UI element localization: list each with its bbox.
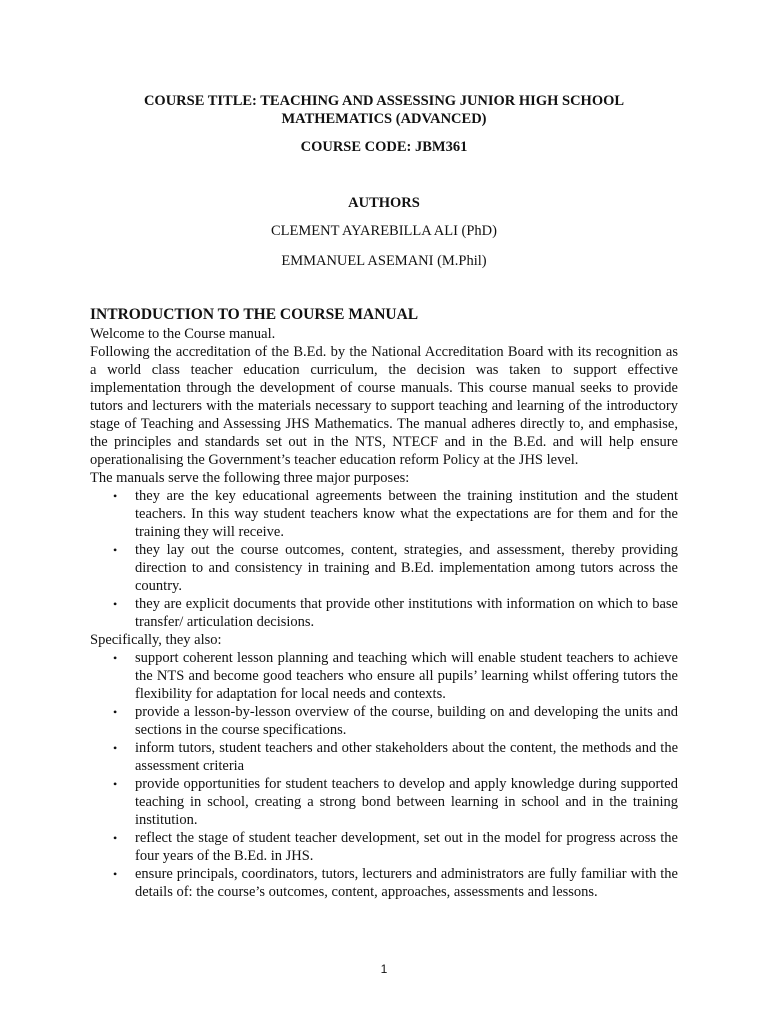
bullet-icon: • — [113, 597, 118, 611]
bullet-icon: • — [113, 741, 118, 755]
list-item: • they lay out the course outcomes, content, strategies, and assessment, thereby providing direction to and consistency in training and B.Ed. implementation among tutors across the country. — [113, 542, 678, 594]
course-code: COURSE CODE: JBM361 — [300, 139, 468, 155]
bullet-icon: • — [113, 867, 118, 881]
list-item: • reflect the stage of student teacher development, set out in the model for progress across the four years of the B.Ed. in JHS. — [113, 830, 678, 864]
also-intro: Specifically, they also: — [90, 632, 222, 648]
purposes-list — [90, 487, 678, 631]
welcome-text: Welcome to the Course manual. — [90, 326, 276, 342]
purposes-intro: The manuals serve the following three major purposes: — [90, 470, 410, 486]
bullet-icon: • — [113, 651, 118, 665]
also-list — [90, 649, 678, 901]
bullet-icon: • — [113, 831, 118, 845]
list-item: • provide opportunities for student teachers to develop and apply knowledge during supported teaching in school, creating a strong bond between learning in school and in the training institution. — [113, 776, 678, 828]
page-number: 1 — [380, 962, 388, 976]
course-title-line2: MATHEMATICS (ADVANCED) — [281, 111, 487, 127]
list-item: • they are explicit documents that provide other institutions with information on which to base transfer/ articulation decisions. — [113, 596, 678, 630]
introduction-section — [90, 305, 678, 901]
bullet-icon: • — [113, 705, 118, 719]
bullet-icon: • — [113, 777, 118, 791]
bullet-icon: • — [113, 489, 118, 503]
introduction-heading: INTRODUCTION TO THE COURSE MANUAL — [90, 306, 419, 323]
course-title-line1: COURSE TITLE: TEACHING AND ASSESSING JUNIOR HIGH SCHOOL — [143, 93, 625, 109]
author-1: CLEMENT AYAREBILLA ALI (PhD) — [271, 223, 497, 239]
author-2: EMMANUEL ASEMANI (M.Phil) — [281, 253, 487, 269]
authors-heading: AUTHORS — [348, 195, 420, 211]
list-item: • support coherent lesson planning and teaching which will enable student teachers to achieve the NTS and become good teachers who ensure all pupils’ learning whilst offering tutors the flexibility for adaptation for local needs and contexts. — [113, 650, 678, 702]
list-item: • inform tutors, student teachers and other stakeholders about the content, the methods and the assessment criteria — [113, 740, 678, 774]
list-item: • provide a lesson-by-lesson overview of the course, building on and developing the units and sections in the course specifications. — [113, 704, 678, 738]
bullet-icon: • — [113, 543, 118, 557]
course-title — [90, 92, 678, 128]
list-item: • ensure principals, coordinators, tutors, lecturers and administrators are fully familiar with the details of: the course’s outcomes, content, approaches, assessments and lessons. — [113, 866, 678, 900]
introduction-paragraph: Following the accreditation of the B.Ed. by the National Accreditation Board with its recognition as a world class teacher education curriculum, the decision was taken to support effective implementation through the development of course manuals. This course manual seeks to provide tutors and lecturers with the materials necessary to support teaching and learning of the introductory stage of Teaching and Assessing JHS Mathematics. The manual adheres directly to, and emphasise, the principles and standards set out in the NTS, NTECF and in the B.Ed. and will help ensure operationalising the Government’s teacher education reform Policy at the JHS level. — [90, 344, 678, 468]
list-item: • they are the key educational agreements between the training institution and the student teachers. In this way student teachers know what the expectations are for them and for the training they will receive. — [113, 488, 678, 540]
